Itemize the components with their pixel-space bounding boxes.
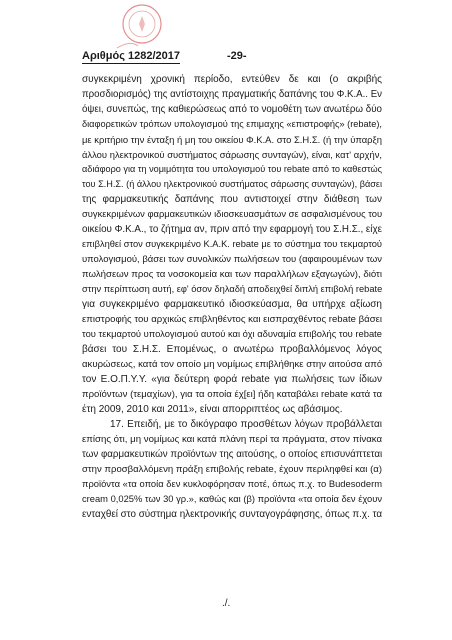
body-line: με κριτήριο την ένταξη ή μη του οικείου Φ.Κ.Α. στο Σ.Η.Σ. (ή την ύπαρξη: [82, 134, 382, 145]
body-line: πωλήσεων προς τα νοσοκομεία και των παραλλήλων εξαγωγών), διότι: [82, 269, 382, 280]
body-line: cream 0,025% των 30 γρ.», καθώς και (β) προϊόντα «τα οποία δεν έχουν: [82, 494, 382, 504]
body-line: επίσης ότι, μη νομίμως και κατά πλάνη περί τα πράγματα, στον πίνακα: [82, 434, 382, 445]
body-line: αδιάφορο για τη νομιμότητα του υπολογισμού του rebate από το καθεστώς: [82, 164, 382, 174]
body-line: οικείου Φ.Κ.Α., το ζήτημα αν, πριν από την εφαρμογή του Σ.Η.Σ., είχε: [82, 224, 382, 235]
body-line: έτη 2009, 2010 και 2011», είναι απορριπτέος ως αβάσιμος.: [82, 404, 343, 415]
body-line: διαφορετικών τρόπων υπολογισμού της επιμαχης «επιστροφής» (rebate),: [82, 119, 382, 129]
body-line: του Σ.Η.Σ. (ή άλλου ηλεκτρονικού συστήματος σάρωσης συνταγών), βάσει: [82, 179, 382, 189]
body-line: ακυρώσεως, κατά τον οποίο μη νομίμως επιβλήθηκε στην αιτούσα από: [82, 359, 383, 370]
body-line: προσδιορισμός) της αντίστοιχης πραγματικής δαπάνης του Φ.Κ.Α.. Εν: [82, 89, 382, 100]
body-line: τον Ε.Ο.Π.Υ.Υ. «για δεύτερη φορά rebate για πωλήσεις των ίδιων: [82, 374, 382, 385]
body-line: προϊόντα «τα οποία δεν κυκλοφόρησαν ποτέ, όπως π.χ. το Budesoderm: [82, 479, 382, 489]
body-line: των φαρμακευτικών προϊόντων της αιτούσης, ο οποίος επισυνάπτεται: [82, 449, 383, 460]
body-line: υπολογισμού, βάσει των συνολικών πωλήσεων του (αφαιρουμένων των: [82, 254, 382, 265]
body-line: για συγκεκριμένο φαρμακευτικό ιδιοσκεύασμα, θα υπήρχε αξίωση: [82, 299, 382, 310]
body-line: συγκεκριμένη χρονική περίοδο, εντεύθεν δε και (ο ακριβής: [82, 74, 382, 85]
body-line: προϊόντων (τεμαχίων), για τα οποία έχ[ει] ήδη καταβάλει rebate κατά τα: [82, 389, 382, 400]
body-line: επιβληθεί στον συγκεκριμένο Κ.Α.Κ. rebate με το σύστημα του τεκμαρτού: [82, 239, 382, 249]
body-line: της φαρμακευτικής δαπάνης που αντιστοιχεί στην διάθεση των: [82, 194, 382, 205]
document-body: [82, 72, 382, 522]
body-line: συγκεκριμένων φαρμακευτικών ιδιοσκευασμάτων σε ασφαλισμένους του: [82, 209, 383, 219]
continuation-mark: ./.: [222, 598, 231, 609]
body-line: στην περίπτωση αυτή, εφ' όσον δηλαδή αποδειχθεί διπλή επιβολή rebate: [82, 284, 383, 294]
page-header: [82, 50, 372, 64]
body-line: επιστροφής του αρχικώς επιβληθέντος και εισπραχθέντος rebate βάσει: [82, 314, 382, 325]
body-line: άλλου ηλεκτρονικού συστήματος σάρωσης συνταγών), είναι, κατ' αρχήν,: [82, 149, 382, 160]
body-line: ενταχθεί στο σύστημα ηλεκτρονικής συνταγογράφησης, όπως π.χ. τα: [82, 509, 382, 520]
body-line: του τεκμαρτού υπολογισμού αυτού και όχι αδυναμία επιβολής του rebate: [82, 329, 382, 339]
body-line: στην προσβαλλόμενη πράξη επιβολής rebate, έχουν περιληφθεί και (α): [82, 464, 382, 475]
court-seal-stamp: [112, 2, 164, 52]
body-line: όψει, συνεπώς, της καθιερώσεως από το νομοθέτη των ανωτέρω δύο: [82, 104, 382, 115]
body-line: βάσει του Σ.Η.Σ. Επομένως, ο ανωτέρω προβαλλόμενος λόγος: [82, 344, 382, 355]
page-number: -29-: [227, 50, 247, 62]
decision-number: Αριθμός 1282/2017: [82, 50, 180, 62]
body-line: 17. Επειδή, με το δικόγραφο προσθέτων λόγων προβάλλεται: [110, 419, 382, 430]
